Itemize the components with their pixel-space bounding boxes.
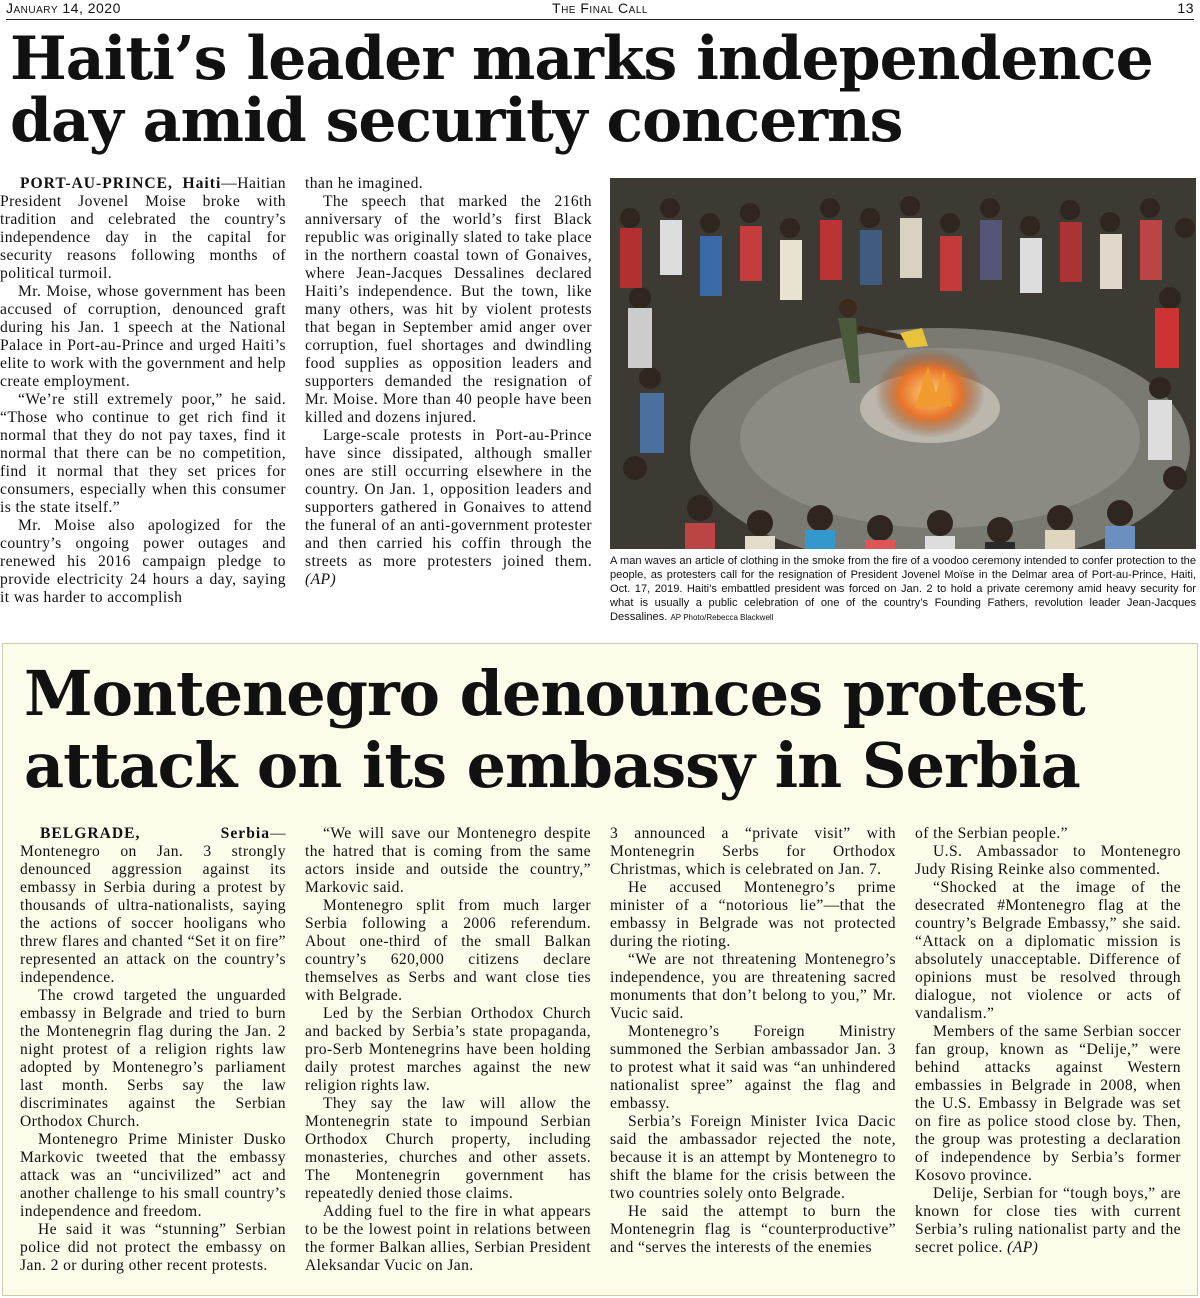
montenegro-article-column-3: [610, 825, 896, 1257]
montenegro-paragraph: He said it was “stunning” Serbian police did not protect the embassy on Jan. 2 or during other recent protests.: [20, 1221, 286, 1274]
montenegro-wire-credit: (AP): [1007, 1239, 1039, 1256]
publication-name: The Final Call: [552, 0, 648, 16]
haiti-paragraph: “We’re still extremely poor,” he said. “Those who continue to get rich find it normal that they do not pay taxes, find it normal that there can be no competition, find it normal that they set prices for consumers, especially when this consumer is the state itself.”: [0, 391, 286, 516]
montenegro-headline: [24, 658, 1189, 802]
haiti-article-column-1: [0, 175, 286, 607]
montenegro-paragraph: He accused Montenegro’s prime minister of a “notorious lie”—that the embassy in Belgrade was not protected during the rioting.: [610, 879, 896, 950]
photo-illustration: [610, 178, 1196, 549]
montenegro-paragraph: Adding fuel to the fire in what appears to be the lowest point in relations between the former Balkan allies, Serbian President Aleksandar Vucic on Jan.: [305, 1203, 591, 1274]
montenegro-article-column-1: [20, 825, 286, 1275]
montenegro-paragraph: He said the attempt to burn the Montenegrin flag is “counterproductive” and “serves the interests of the enemies: [610, 1203, 896, 1256]
montenegro-paragraph: Montenegro split from much larger Serbia following a 2006 referendum. About one-third of the small Balkan country’s 620,000 citizens declare themselves as Serbs and want close ties with Belgrade.: [305, 897, 591, 1004]
haiti-paragraph: Large-scale protests in Port-au-Prince have since dissipated, although smaller ones are still occurring elsewhere in the country. On Jan. 1, opposition leaders and supporters gathered in Gonaives to attend the funeral of an anti-government protester and then carried his coffin through the streets as more protesters joined them. (AP): [305, 427, 592, 588]
montenegro-article-column-4: [915, 825, 1181, 1257]
haiti-paragraph: than he imagined.: [305, 175, 424, 192]
photo-caption: [610, 554, 1196, 625]
montenegro-headline-line1: Montenegro denounces protest: [24, 657, 1085, 730]
montenegro-headline-line2: attack on its embassy in Serbia: [24, 729, 1080, 802]
haiti-paragraph: Mr. Moise, whose government has been accused of corruption, denounced graft during his Jan. 1 speech at the National Palace in Port-au-Prince and urged Haiti’s elite to work with the government and help create employment.: [0, 283, 286, 390]
haiti-protest-photo: [610, 178, 1196, 549]
montenegro-paragraph: Serbia’s Foreign Minister Ivica Dacic said the ambassador rejected the note, because it is an attempt by Montenegro to shift the blame for the crisis between the two countries solely onto Belgrade.: [610, 1113, 896, 1202]
haiti-paragraph: PORT-AU-PRINCE, Haiti—Haitian President Jovenel Moise broke with tradition and celebrated the country’s independence day in the capital for security reasons following months of political turmoil.: [0, 175, 286, 282]
haiti-wire-credit: (AP): [305, 571, 337, 588]
issue-date: January 14, 2020: [6, 0, 121, 16]
montenegro-paragraph: Delije, Serbian for “tough boys,” are known for close ties with current Serbia’s ruling nationalist party and the secret police. (AP): [915, 1185, 1181, 1256]
haiti-paragraph: Mr. Moise also apologized for the country’s ongoing power outages and renewed his 2016 campaign pledge to provide electricity 24 hours a day, saying it was harder to accomplish: [0, 517, 286, 606]
montenegro-paragraph: Members of the same Serbian soccer fan group, known as “Delije,” were behind attacks against Western embassies in Belgrade in 2008, when the U.S. Embassy in Belgrade was set on fire as police stood close by. Then, the group was protesting a declaration of independence by Serbia’s former Kosovo province.: [915, 1023, 1181, 1184]
haiti-paragraph: The speech that marked the 216th anniversary of the world’s first Black republic was originally slated to take place in the northern coastal town of Gonaives, where Jean-Jacques Dessalines declared Haiti’s independence. But the town, like many others, was hit by violent protests that began in September amid anger over corruption, fuel shortages and dwindling food supplies as opposition leaders and supporters demanded the resignation of Mr. Moise. More than 40 people have been killed and dozens injured.: [305, 193, 592, 426]
montenegro-dateline: BELGRADE, Serbia: [40, 825, 270, 842]
haiti-headline-line2: day amid security concerns: [10, 86, 903, 156]
montenegro-paragraph: BELGRADE, Serbia—Montenegro on Jan. 3 strongly denounced aggression against its embassy in Serbia during a protest by thousands of ultra-nationalists, saying the actions of soccer hooligans who threw flares and chanted “Set it on fire” represented an attack on the country’s independence.: [20, 825, 286, 986]
montenegro-paragraph: Led by the Serbian Orthodox Church and backed by Serbia’s state propaganda, pro-Serb Montenegrins have been holding daily protest marches against the new religion rights law.: [305, 1005, 591, 1094]
photo-caption-text: A man waves an article of clothing in the smoke from the fire of a voodoo ceremony intended to confer protection to the people, as protesters call for the resignation of President Jovenel Moïse in the Delmar area of Port-au-Prince, Haiti, Oct. 17, 2019. Haiti’s embattled president was forced on Jan. 2 to hold a private ceremony amid heavy security for what is usually a public celebration of one of the country’s Founding Fathers, revolution leader Jean-Jacques Dessalines.: [610, 555, 1196, 623]
montenegro-paragraph: U.S. Ambassador to Montenegro Judy Rising Reinke also commented.: [915, 843, 1181, 878]
running-head: [6, 0, 1194, 20]
photo-credit: AP Photo/Rebecca Blackwell: [670, 613, 774, 622]
haiti-article-column-2: [305, 175, 592, 589]
montenegro-paragraph: 3 announced a “private visit” with Montenegrin Serbs for Orthodox Christmas, which is celebrated on Jan. 7.: [610, 825, 896, 878]
montenegro-paragraph: “We will save our Montenegro despite the hatred that is coming from the same actors inside and outside the country,” Markovic said.: [305, 825, 591, 896]
montenegro-article-column-2: [305, 825, 591, 1275]
montenegro-paragraph: “Shocked at the image of the desecrated #Montenegro flag at the country’s Belgrade Embassy,” she said. “Attack on a diplomatic mission is absolutely unacceptable. Difference of opinions must be resolved through dialogue, not violence or acts of vandalism.”: [915, 879, 1181, 1022]
montenegro-paragraph: “We are not threatening Montenegro’s independence, you are threatening sacred monuments that don’t belong to you,” Mr. Vucic said.: [610, 951, 896, 1022]
montenegro-paragraph: Montenegro’s Foreign Ministry summoned the Serbian ambassador Jan. 3 to protest what it said was “an unhindered nationalist spree” against the flag and embassy.: [610, 1023, 896, 1112]
haiti-dateline: PORT-AU-PRINCE, Haiti: [20, 175, 222, 192]
montenegro-paragraph: of the Serbian people.”: [915, 825, 1068, 842]
page-number: 13: [1177, 0, 1194, 16]
haiti-headline: [10, 24, 1195, 156]
haiti-headline-line1: Haiti’s leader marks independence: [10, 24, 1153, 94]
montenegro-paragraph: Montenegro Prime Minister Dusko Markovic tweeted that the embassy attack was an “uncivilized” act and another challenge to his small country’s independence and freedom.: [20, 1131, 286, 1220]
montenegro-paragraph: They say the law will allow the Montenegrin state to impound Serbian Orthodox Church property, including monasteries, churches and other assets. The Montenegrin government has repeatedly denied those claims.: [305, 1095, 591, 1202]
montenegro-paragraph: The crowd targeted the unguarded embassy in Belgrade and tried to burn the Montenegrin flag during the Jan. 2 night protest of a religion rights law adopted by Montenegro’s parliament last month. Serbs say the law discriminates against the Serbian Orthodox Church.: [20, 987, 286, 1130]
